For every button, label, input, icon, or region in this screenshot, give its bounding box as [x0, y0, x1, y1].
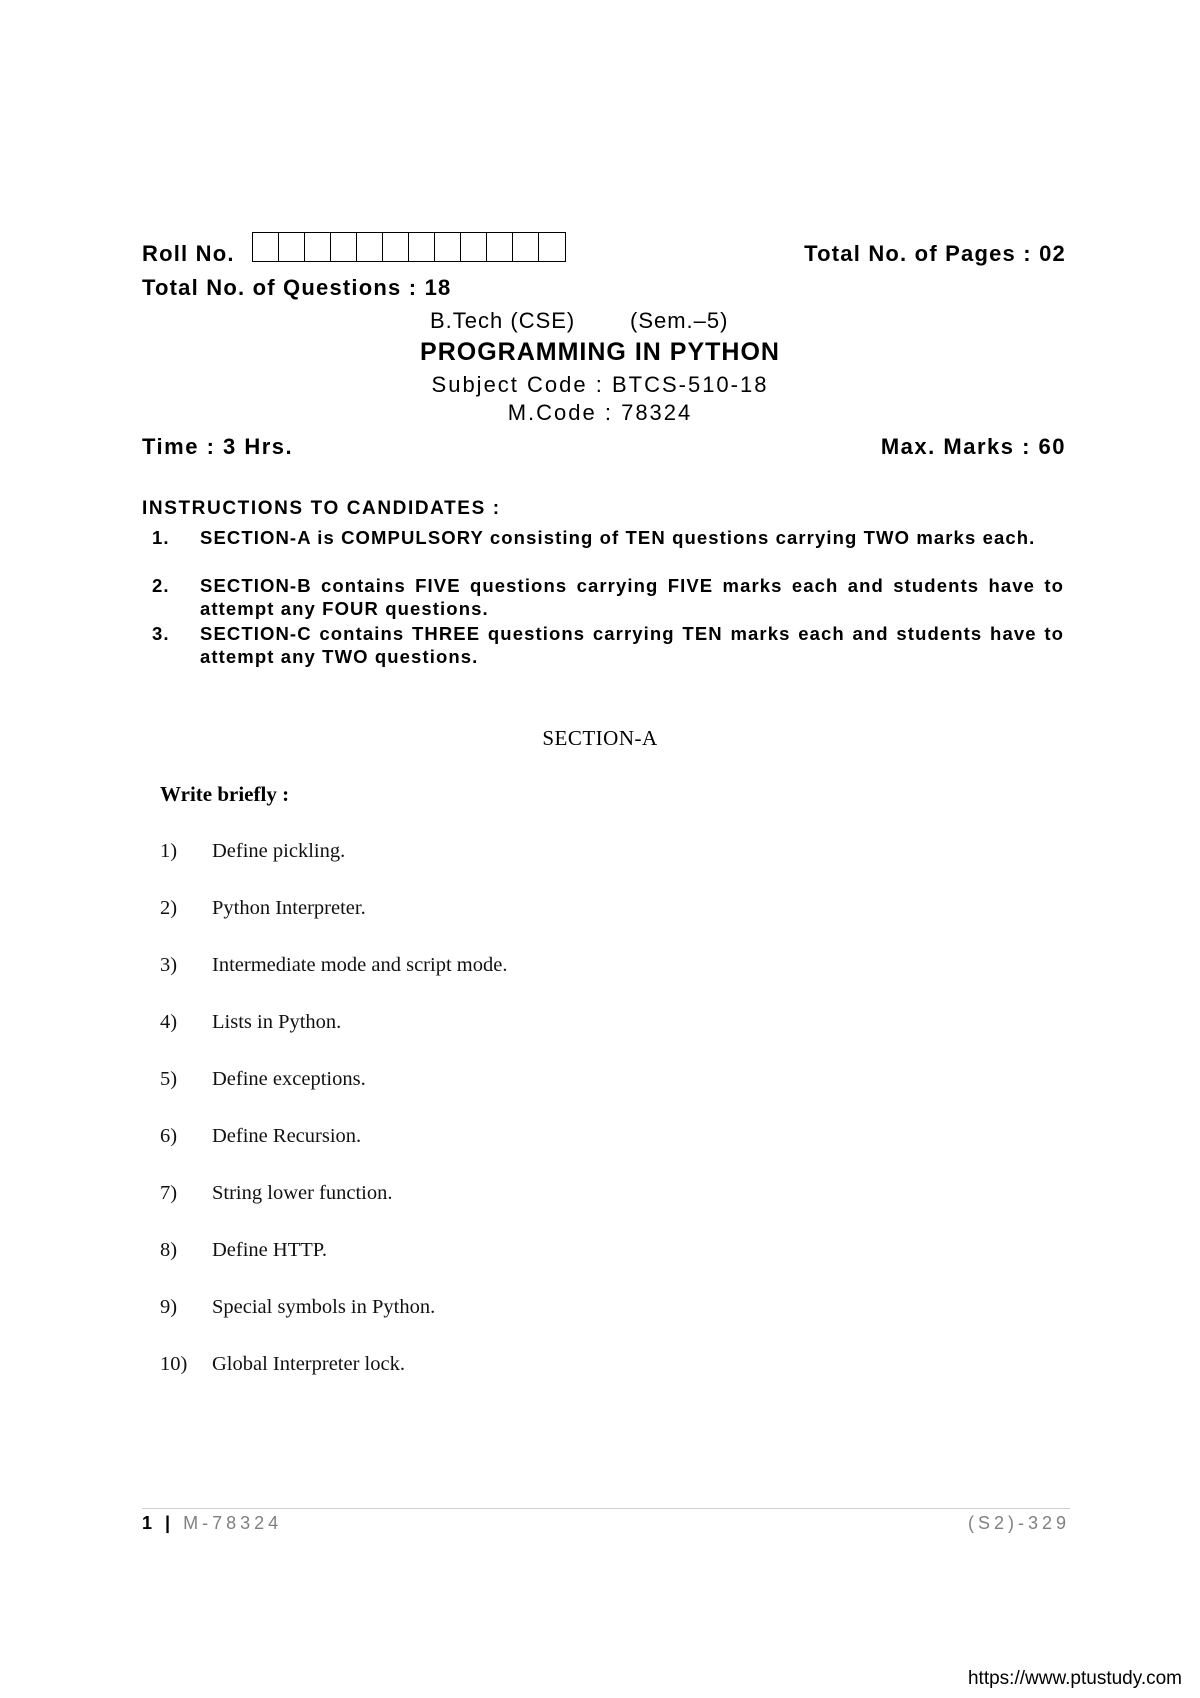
question-text: Define pickling.	[212, 840, 346, 862]
question-number: 4)	[160, 1011, 178, 1033]
question-number: 5)	[160, 1068, 178, 1090]
total-questions: Total No. of Questions : 18	[142, 275, 452, 300]
question-text: Define Recursion.	[212, 1125, 362, 1147]
question-item	[160, 1239, 327, 1262]
section-intro: Write briefly :	[160, 782, 290, 806]
question-item	[160, 1182, 393, 1205]
instruction-item	[152, 526, 1064, 549]
question-item	[160, 1296, 435, 1319]
instruction-text: SECTION-B contains FIVE questions carrying FIVE marks each and students have to attempt any FOUR questions.	[200, 575, 1064, 619]
question-item	[160, 1353, 405, 1376]
question-text: Define HTTP.	[212, 1239, 328, 1261]
footer-code: (S2)-329	[967, 1513, 1070, 1533]
footer-divider	[142, 1508, 1070, 1509]
m-code: M.Code : 78324	[507, 400, 693, 425]
instruction-number: 1.	[152, 527, 170, 548]
page-number: 1	[142, 1513, 157, 1533]
question-number: 8)	[160, 1239, 178, 1261]
question-text: Define exceptions.	[212, 1068, 366, 1090]
roll-no-label: Roll No.	[142, 241, 235, 266]
section-title: SECTION-A	[542, 726, 658, 750]
footer-m-code: M-78324	[183, 1513, 283, 1533]
subject-code: Subject Code : BTCS-510-18	[431, 372, 769, 397]
question-number: 6)	[160, 1125, 178, 1147]
subject-title: PROGRAMMING IN PYTHON	[420, 338, 780, 366]
question-item	[160, 1011, 341, 1034]
instruction-text: SECTION-C contains THREE questions carrying TEN marks each and students have to attempt any TWO questions.	[200, 623, 1064, 667]
question-item	[160, 1125, 361, 1148]
question-text: Python Interpreter.	[212, 897, 366, 919]
question-item	[160, 954, 507, 977]
footer-left	[142, 1513, 282, 1534]
question-number: 2)	[160, 897, 178, 919]
semester: (Sem.–5)	[630, 308, 729, 333]
question-text: String lower function.	[212, 1182, 393, 1204]
question-text: Intermediate mode and script mode.	[212, 954, 508, 976]
footer-separator: |	[165, 1513, 175, 1533]
watermark-url[interactable]: https://www.ptustudy.com	[967, 1668, 1182, 1689]
question-number: 10)	[160, 1353, 188, 1375]
instruction-item	[152, 574, 1064, 620]
instruction-number: 3.	[152, 623, 170, 644]
instruction-item	[152, 622, 1064, 668]
instruction-text: SECTION-A is COMPULSORY consisting of TEN questions carrying TWO marks each.	[200, 527, 1036, 548]
time-allowed: Time : 3 Hrs.	[142, 434, 294, 459]
course-name: B.Tech (CSE)	[430, 308, 576, 333]
roll-no-boxes[interactable]	[252, 232, 566, 262]
instructions-heading: INSTRUCTIONS TO CANDIDATES :	[142, 498, 501, 519]
question-item	[160, 897, 366, 920]
question-item	[160, 1068, 366, 1091]
question-number: 3)	[160, 954, 178, 976]
question-text: Special symbols in Python.	[212, 1296, 436, 1318]
question-item	[160, 840, 345, 863]
question-text: Global Interpreter lock.	[212, 1353, 405, 1375]
question-number: 9)	[160, 1296, 178, 1318]
question-text: Lists in Python.	[212, 1011, 342, 1033]
instruction-number: 2.	[152, 575, 170, 596]
total-pages: Total No. of Pages : 02	[804, 241, 1066, 266]
question-number: 1)	[160, 840, 178, 862]
max-marks: Max. Marks : 60	[880, 434, 1066, 459]
question-number: 7)	[160, 1182, 178, 1204]
